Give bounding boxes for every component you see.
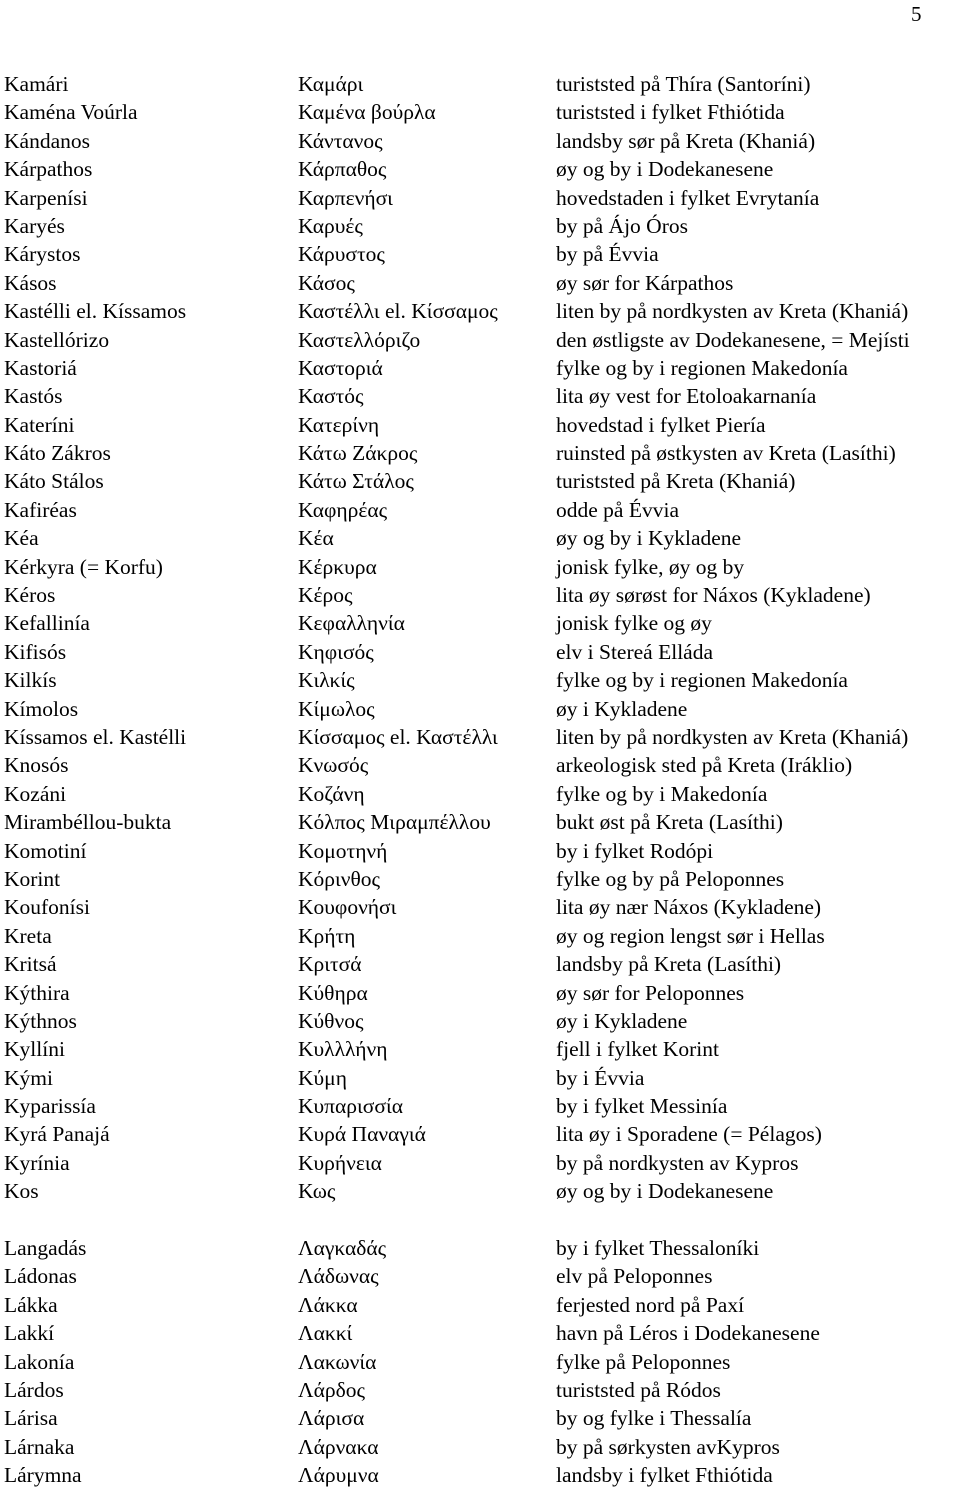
latin-name: Knosós (4, 753, 69, 778)
table-row (4, 98, 960, 126)
greek-name: Κάρυστος (298, 242, 385, 267)
entry-group (4, 70, 960, 1206)
greek-name: Κέρκυρα (298, 554, 377, 579)
greek-name: Καφηρέας (298, 497, 388, 522)
table-row (4, 496, 960, 524)
greek-name: Κως (298, 1179, 336, 1204)
place-description: hovedstad i fylket Piería (556, 412, 766, 437)
table-row (4, 723, 960, 751)
greek-name: Λάρνακα (298, 1434, 379, 1459)
greek-name: Κυρά Παναγιά (298, 1122, 426, 1147)
table-row (4, 1348, 960, 1376)
greek-name: Κνωσός (298, 753, 369, 778)
greek-name: Λάρδος (298, 1377, 365, 1402)
latin-name: Lakkí (4, 1321, 55, 1346)
table-row (4, 1404, 960, 1432)
greek-name: Κυπαρισσία (298, 1094, 404, 1119)
latin-name: Kásos (4, 270, 57, 295)
table-row (4, 1007, 960, 1035)
table-row (4, 439, 960, 467)
latin-name: Lakonía (4, 1349, 75, 1374)
latin-name: Kýthnos (4, 1008, 77, 1033)
greek-name: Κεφαλληνία (298, 611, 405, 636)
greek-name: Κυρήνεια (298, 1150, 382, 1175)
table-row (4, 467, 960, 495)
page-number: 5 (911, 2, 922, 26)
place-description: by på sørkysten avKypros (556, 1434, 780, 1459)
latin-name: Kastoriá (4, 355, 77, 380)
place-description: by i fylket Rodópi (556, 838, 714, 863)
greek-name: Κόρινθος (298, 866, 381, 891)
latin-name: Ládonas (4, 1264, 77, 1289)
table-row (4, 1120, 960, 1148)
place-description: øy og by i Dodekanesene (556, 157, 774, 182)
place-description: fylke og by på Peloponnes (556, 866, 785, 891)
greek-name: Κιλκίς (298, 668, 355, 693)
table-row (4, 1149, 960, 1177)
latin-name: Kárpathos (4, 157, 93, 182)
greek-name: Καρυές (298, 213, 363, 238)
place-description: fylke og by i Makedonía (556, 781, 768, 806)
table-row (4, 1177, 960, 1205)
place-description: by i Évvia (556, 1065, 645, 1090)
table-row (4, 950, 960, 978)
greek-name: Κόλπος Μιραμπέλλου (298, 810, 491, 835)
place-description: ferjested nord på Paxí (556, 1292, 745, 1317)
greek-name: Λακωνία (298, 1349, 377, 1374)
greek-name: Καστελλόριζο (298, 327, 421, 352)
greek-name: Κυλλλήνη (298, 1037, 388, 1062)
greek-name: Καρπενήσι (298, 185, 393, 210)
place-description: by og fylke i Thessalía (556, 1406, 752, 1431)
place-description: øy og region lengst sør i Hellas (556, 923, 825, 948)
table-row (4, 922, 960, 950)
table-row (4, 638, 960, 666)
place-description: by på Ájo Óros (556, 213, 688, 238)
table-row (4, 1319, 960, 1347)
greek-name: Λάρισα (298, 1406, 365, 1431)
place-description: fylke og by i regionen Makedonía (556, 668, 848, 693)
place-description: by i fylket Thessaloníki (556, 1236, 760, 1261)
greek-name: Λάδωνας (298, 1264, 379, 1289)
table-row (4, 524, 960, 552)
table-row (4, 1092, 960, 1120)
latin-name: Karyés (4, 213, 65, 238)
place-description: by på nordkysten av Kypros (556, 1150, 799, 1175)
place-description: by i fylket Messinía (556, 1094, 728, 1119)
latin-name: Kíssamos el. Kastélli (4, 724, 187, 749)
table-row (4, 1291, 960, 1319)
place-description: øy sør for Peloponnes (556, 980, 745, 1005)
place-description: turiststed i fylket Fthiótida (556, 100, 785, 125)
place-description: landsby i fylket Fthiótida (556, 1463, 773, 1488)
latin-name: Kyllíni (4, 1037, 65, 1062)
table-row (4, 411, 960, 439)
greek-name: Κύμη (298, 1065, 347, 1090)
greek-name: Κίσσαμος el. Καστέλλι (298, 724, 498, 749)
place-description: øy og by i Kykladene (556, 526, 742, 551)
table-row (4, 70, 960, 98)
greek-name: Κάντανος (298, 128, 383, 153)
table-row (4, 155, 960, 183)
place-description: turiststed på Thíra (Santoríni) (556, 72, 811, 96)
table-row (4, 354, 960, 382)
place-description: elv i Stereá Elláda (556, 639, 713, 664)
table-row (4, 1064, 960, 1092)
place-description: arkeologisk sted på Kreta (Iráklio) (556, 753, 853, 778)
greek-name: Κέα (298, 526, 334, 551)
table-row (4, 837, 960, 865)
latin-name: Lárdos (4, 1377, 64, 1402)
latin-name: Lárisa (4, 1406, 58, 1431)
greek-name: Καστοριά (298, 355, 383, 380)
greek-name: Κουφονήσι (298, 895, 397, 920)
greek-name: Κάτω Στάλος (298, 469, 414, 494)
table-row (4, 1433, 960, 1461)
place-description: den østligste av Dodekanesene, = Mejísti (556, 327, 910, 352)
table-row (4, 269, 960, 297)
greek-name: Λαγκαδάς (298, 1236, 387, 1261)
greek-name: Κύθηρα (298, 980, 368, 1005)
greek-name: Καστός (298, 384, 364, 409)
table-row (4, 1262, 960, 1290)
greek-name: Κρήτη (298, 923, 356, 948)
place-description: bukt øst på Kreta (Lasíthi) (556, 810, 783, 835)
table-row (4, 808, 960, 836)
latin-name: Kyparissía (4, 1094, 96, 1119)
latin-name: Kéros (4, 583, 56, 608)
latin-name: Kifisós (4, 639, 67, 664)
place-description: turiststed på Kreta (Khaniá) (556, 469, 796, 494)
latin-name: Kýthira (4, 980, 70, 1005)
place-description: øy i Kykladene (556, 696, 688, 721)
place-description: liten by på nordkysten av Kreta (Khaniá) (556, 299, 909, 324)
latin-name: Kastélli el. Kíssamos (4, 299, 187, 324)
latin-name: Kyrá Panajá (4, 1122, 110, 1147)
table-row (4, 127, 960, 155)
table-row (4, 780, 960, 808)
table-row (4, 553, 960, 581)
latin-name: Karpenísi (4, 185, 88, 210)
latin-name: Kímolos (4, 696, 79, 721)
latin-name: Kými (4, 1065, 53, 1090)
table-row (4, 1461, 960, 1489)
latin-name: Kilkís (4, 668, 57, 693)
entry-group (4, 1234, 960, 1490)
table-row (4, 751, 960, 779)
latin-name: Lákka (4, 1292, 58, 1317)
greek-name: Κομοτηνή (298, 838, 388, 863)
place-description: lita øy nær Náxos (Kykladene) (556, 895, 822, 920)
latin-name: Káto Stálos (4, 469, 104, 494)
table-row (4, 609, 960, 637)
greek-name: Κριτσά (298, 952, 362, 977)
place-description: landsby sør på Kreta (Khaniá) (556, 128, 816, 153)
latin-name: Kastellórizo (4, 327, 110, 352)
greek-name: Λάρυμνα (298, 1463, 379, 1488)
latin-name: Kastós (4, 384, 63, 409)
greek-name: Καστέλλι el. Κίσσαμος (298, 299, 498, 324)
latin-name: Kefallinía (4, 611, 90, 636)
place-description: hovedstaden i fylket Evrytanía (556, 185, 820, 210)
place-description: odde på Évvia (556, 497, 679, 522)
place-description: landsby på Kreta (Lasíthi) (556, 952, 782, 977)
table-row (4, 382, 960, 410)
place-description: øy sør for Kárpathos (556, 270, 734, 295)
latin-name: Komotiní (4, 838, 87, 863)
place-description: fylke og by i regionen Makedonía (556, 355, 848, 380)
table-row (4, 240, 960, 268)
table-row (4, 865, 960, 893)
greek-name: Κύθνος (298, 1008, 364, 1033)
place-description: turiststed på Ródos (556, 1377, 721, 1402)
place-description: by på Évvia (556, 242, 659, 267)
table-row (4, 979, 960, 1007)
greek-name: Λακκί (298, 1321, 353, 1346)
place-description: fylke på Peloponnes (556, 1349, 731, 1374)
latin-name: Kérkyra (= Korfu) (4, 554, 163, 579)
greek-name: Κατερίνη (298, 412, 380, 437)
latin-name: Mirambéllou-bukta (4, 810, 172, 835)
table-row (4, 184, 960, 212)
latin-name: Kozáni (4, 781, 67, 806)
latin-name: Korint (4, 866, 61, 891)
latin-name: Káto Zákros (4, 441, 111, 466)
table-row (4, 1234, 960, 1262)
latin-name: Langadás (4, 1236, 87, 1261)
latin-name: Koufonísi (4, 895, 90, 920)
latin-name: Kyrínia (4, 1150, 70, 1175)
table-row (4, 212, 960, 240)
latin-name: Kéa (4, 526, 39, 551)
place-description: havn på Léros i Dodekanesene (556, 1321, 820, 1346)
greek-name: Καμένα βούρλα (298, 100, 436, 125)
latin-name: Kárystos (4, 242, 81, 267)
greek-name: Κίμωλος (298, 696, 375, 721)
greek-name: Κοζάνη (298, 781, 365, 806)
latin-name: Kritsá (4, 952, 57, 977)
place-description: liten by på nordkysten av Kreta (Khaniá) (556, 724, 909, 749)
greek-name: Κάτω Ζάκρος (298, 441, 418, 466)
place-name-table (4, 70, 960, 1490)
place-description: lita øy sørøst for Náxos (Kykladene) (556, 583, 871, 608)
greek-name: Λάκκα (298, 1292, 358, 1317)
latin-name: Lárymna (4, 1463, 82, 1488)
table-row (4, 1376, 960, 1404)
place-description: lita øy vest for Etoloakarnanía (556, 384, 817, 409)
latin-name: Kos (4, 1179, 39, 1204)
latin-name: Lárnaka (4, 1434, 75, 1459)
place-description: fjell i fylket Korint (556, 1037, 720, 1062)
place-description: jonisk fylke og øy (556, 611, 712, 636)
place-description: øy og by i Dodekanesene (556, 1179, 774, 1204)
table-row (4, 581, 960, 609)
latin-name: Kateríni (4, 412, 75, 437)
table-row (4, 326, 960, 354)
greek-name: Καμάρι (298, 72, 364, 96)
table-row (4, 695, 960, 723)
place-description: jonisk fylke, øy og by (556, 554, 745, 579)
place-description: elv på Peloponnes (556, 1264, 713, 1289)
place-description: øy i Kykladene (556, 1008, 688, 1033)
table-row (4, 297, 960, 325)
latin-name: Kreta (4, 923, 52, 948)
place-description: lita øy i Sporadene (= Pélagos) (556, 1122, 822, 1147)
latin-name: Kaména Voúrla (4, 100, 138, 125)
greek-name: Κηφισός (298, 639, 374, 664)
greek-name: Κάσος (298, 270, 355, 295)
table-row (4, 893, 960, 921)
latin-name: Kándanos (4, 128, 90, 153)
latin-name: Kamári (4, 72, 69, 96)
table-row (4, 1035, 960, 1063)
table-row (4, 666, 960, 694)
place-description: ruinsted på østkysten av Kreta (Lasíthi) (556, 441, 896, 466)
latin-name: Kafiréas (4, 497, 77, 522)
greek-name: Κέρος (298, 583, 353, 608)
greek-name: Κάρπαθος (298, 157, 387, 182)
